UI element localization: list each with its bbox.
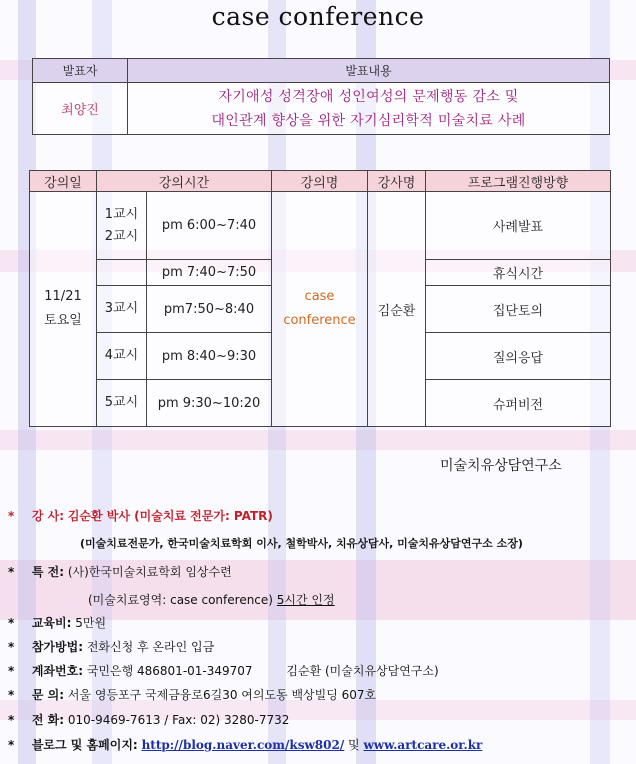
info-blog xyxy=(8,736,482,753)
star-icon: * xyxy=(8,738,15,752)
instructor-value: 김순환 박사 (미술치료 전문가: PATR) xyxy=(67,509,273,523)
program-cell: 집단토의 xyxy=(426,286,611,333)
period-cell xyxy=(97,192,147,260)
presenter-table xyxy=(32,58,610,135)
instructor-detail: (미술치료전문가, 한국미술치료학회 이사, 철학박사, 치유상담사, 미술치유상담연구소 소장) xyxy=(80,537,523,550)
talk-topic-line2: 대인관계 향상을 위한 자기심리학적 미술치료 사례 xyxy=(211,112,526,129)
lecture-date xyxy=(30,192,97,427)
presenter-header: 발표자 xyxy=(33,59,128,83)
info-credit xyxy=(8,563,232,580)
schedule-header-date: 강의일 xyxy=(30,171,97,192)
period-cell: 4교시 xyxy=(97,333,147,380)
instructor-label: 강 사: xyxy=(31,509,64,523)
time-cell: pm 9:30~10:20 xyxy=(147,380,272,427)
period-label: 1교시 xyxy=(104,206,139,222)
info-credit-area xyxy=(88,591,335,608)
program-cell: 슈퍼비전 xyxy=(426,380,611,427)
period-cell: 5교시 xyxy=(97,380,147,427)
method-value: 전화신청 후 온라인 입금 xyxy=(86,640,215,654)
lecture-name xyxy=(272,192,368,427)
credit-value: (사)한국미술치료학회 임상수련 xyxy=(67,565,232,579)
time-cell: pm 6:00~7:40 xyxy=(147,192,272,260)
star-icon: * xyxy=(8,664,15,678)
period-label: 2교시 xyxy=(104,228,139,244)
program-cell: 휴식시간 xyxy=(426,260,611,286)
lecture-name-line1: case xyxy=(304,289,335,304)
institute-name: 미술치유상담연구소 xyxy=(440,458,562,474)
time-cell: pm 7:40~7:50 xyxy=(147,260,272,286)
phone-label: 전 화: xyxy=(31,713,64,727)
credit-hours: 5시간 인정 xyxy=(276,593,335,607)
lecture-date-line2: 토요일 xyxy=(44,313,82,328)
star-icon: * xyxy=(8,565,15,579)
lecture-name-line2: conference xyxy=(283,313,356,328)
credit-label: 특 전: xyxy=(31,565,64,579)
info-inquiry xyxy=(8,686,376,703)
info-phone xyxy=(8,711,289,728)
blog-link[interactable]: http://blog.naver.com/ksw802/ xyxy=(141,738,345,752)
fee-value: 5만원 xyxy=(75,616,107,630)
blog-and: 및 xyxy=(348,738,360,752)
program-cell: 질의응답 xyxy=(426,333,611,380)
schedule-header-time: 강의시간 xyxy=(97,171,272,192)
program-cell: 사례발표 xyxy=(426,192,611,260)
credit-area: (미술치료영역: case conference) xyxy=(88,593,273,607)
star-icon: * xyxy=(8,616,15,630)
instructor-name: 김순환 xyxy=(368,192,426,427)
content-header: 발표내용 xyxy=(128,59,610,83)
account-value: 국민은행 486801-01-349707 xyxy=(86,664,253,678)
lecture-date-line1: 11/21 xyxy=(44,289,82,304)
info-account xyxy=(8,662,439,679)
period-cell: 3교시 xyxy=(97,286,147,333)
page-title: case conference xyxy=(211,2,425,31)
info-method xyxy=(8,638,214,655)
schedule-header-lecture: 강의명 xyxy=(272,171,368,192)
account-holder: 김순환 (미술치유상담연구소) xyxy=(286,664,439,678)
time-cell: pm7:50~8:40 xyxy=(147,286,272,333)
info-instructor xyxy=(8,507,273,524)
schedule-table xyxy=(29,170,611,427)
account-label: 계좌번호: xyxy=(31,664,83,678)
talk-topic-line1: 자기애성 성격장애 성인여성의 문제행동 감소 및 xyxy=(218,88,519,105)
inquiry-label: 문 의: xyxy=(31,688,64,702)
schedule-header-program: 프로그램진행방향 xyxy=(426,171,611,192)
schedule-header-instructor: 강사명 xyxy=(368,171,426,192)
presenter-name: 최양진 xyxy=(33,83,128,135)
talk-topic xyxy=(128,83,610,135)
time-cell: pm 8:40~9:30 xyxy=(147,333,272,380)
star-icon: * xyxy=(8,713,15,727)
star-icon: * xyxy=(8,688,15,702)
fee-label: 교육비: xyxy=(31,616,72,630)
method-label: 참가방법: xyxy=(31,640,83,654)
info-fee xyxy=(8,614,106,631)
phone-value: 010-9469-7613 / Fax: 02) 3280-7732 xyxy=(67,713,290,727)
inquiry-value: 서울 영등포구 국제금융로6길30 여의도동 백상빌딩 607호 xyxy=(67,688,377,702)
homepage-link[interactable]: www.artcare.or.kr xyxy=(363,738,483,752)
star-icon: * xyxy=(8,640,15,654)
period-cell xyxy=(97,260,147,286)
star-icon: * xyxy=(8,509,15,523)
blog-label: 블로그 및 홈페이지: xyxy=(31,738,138,752)
